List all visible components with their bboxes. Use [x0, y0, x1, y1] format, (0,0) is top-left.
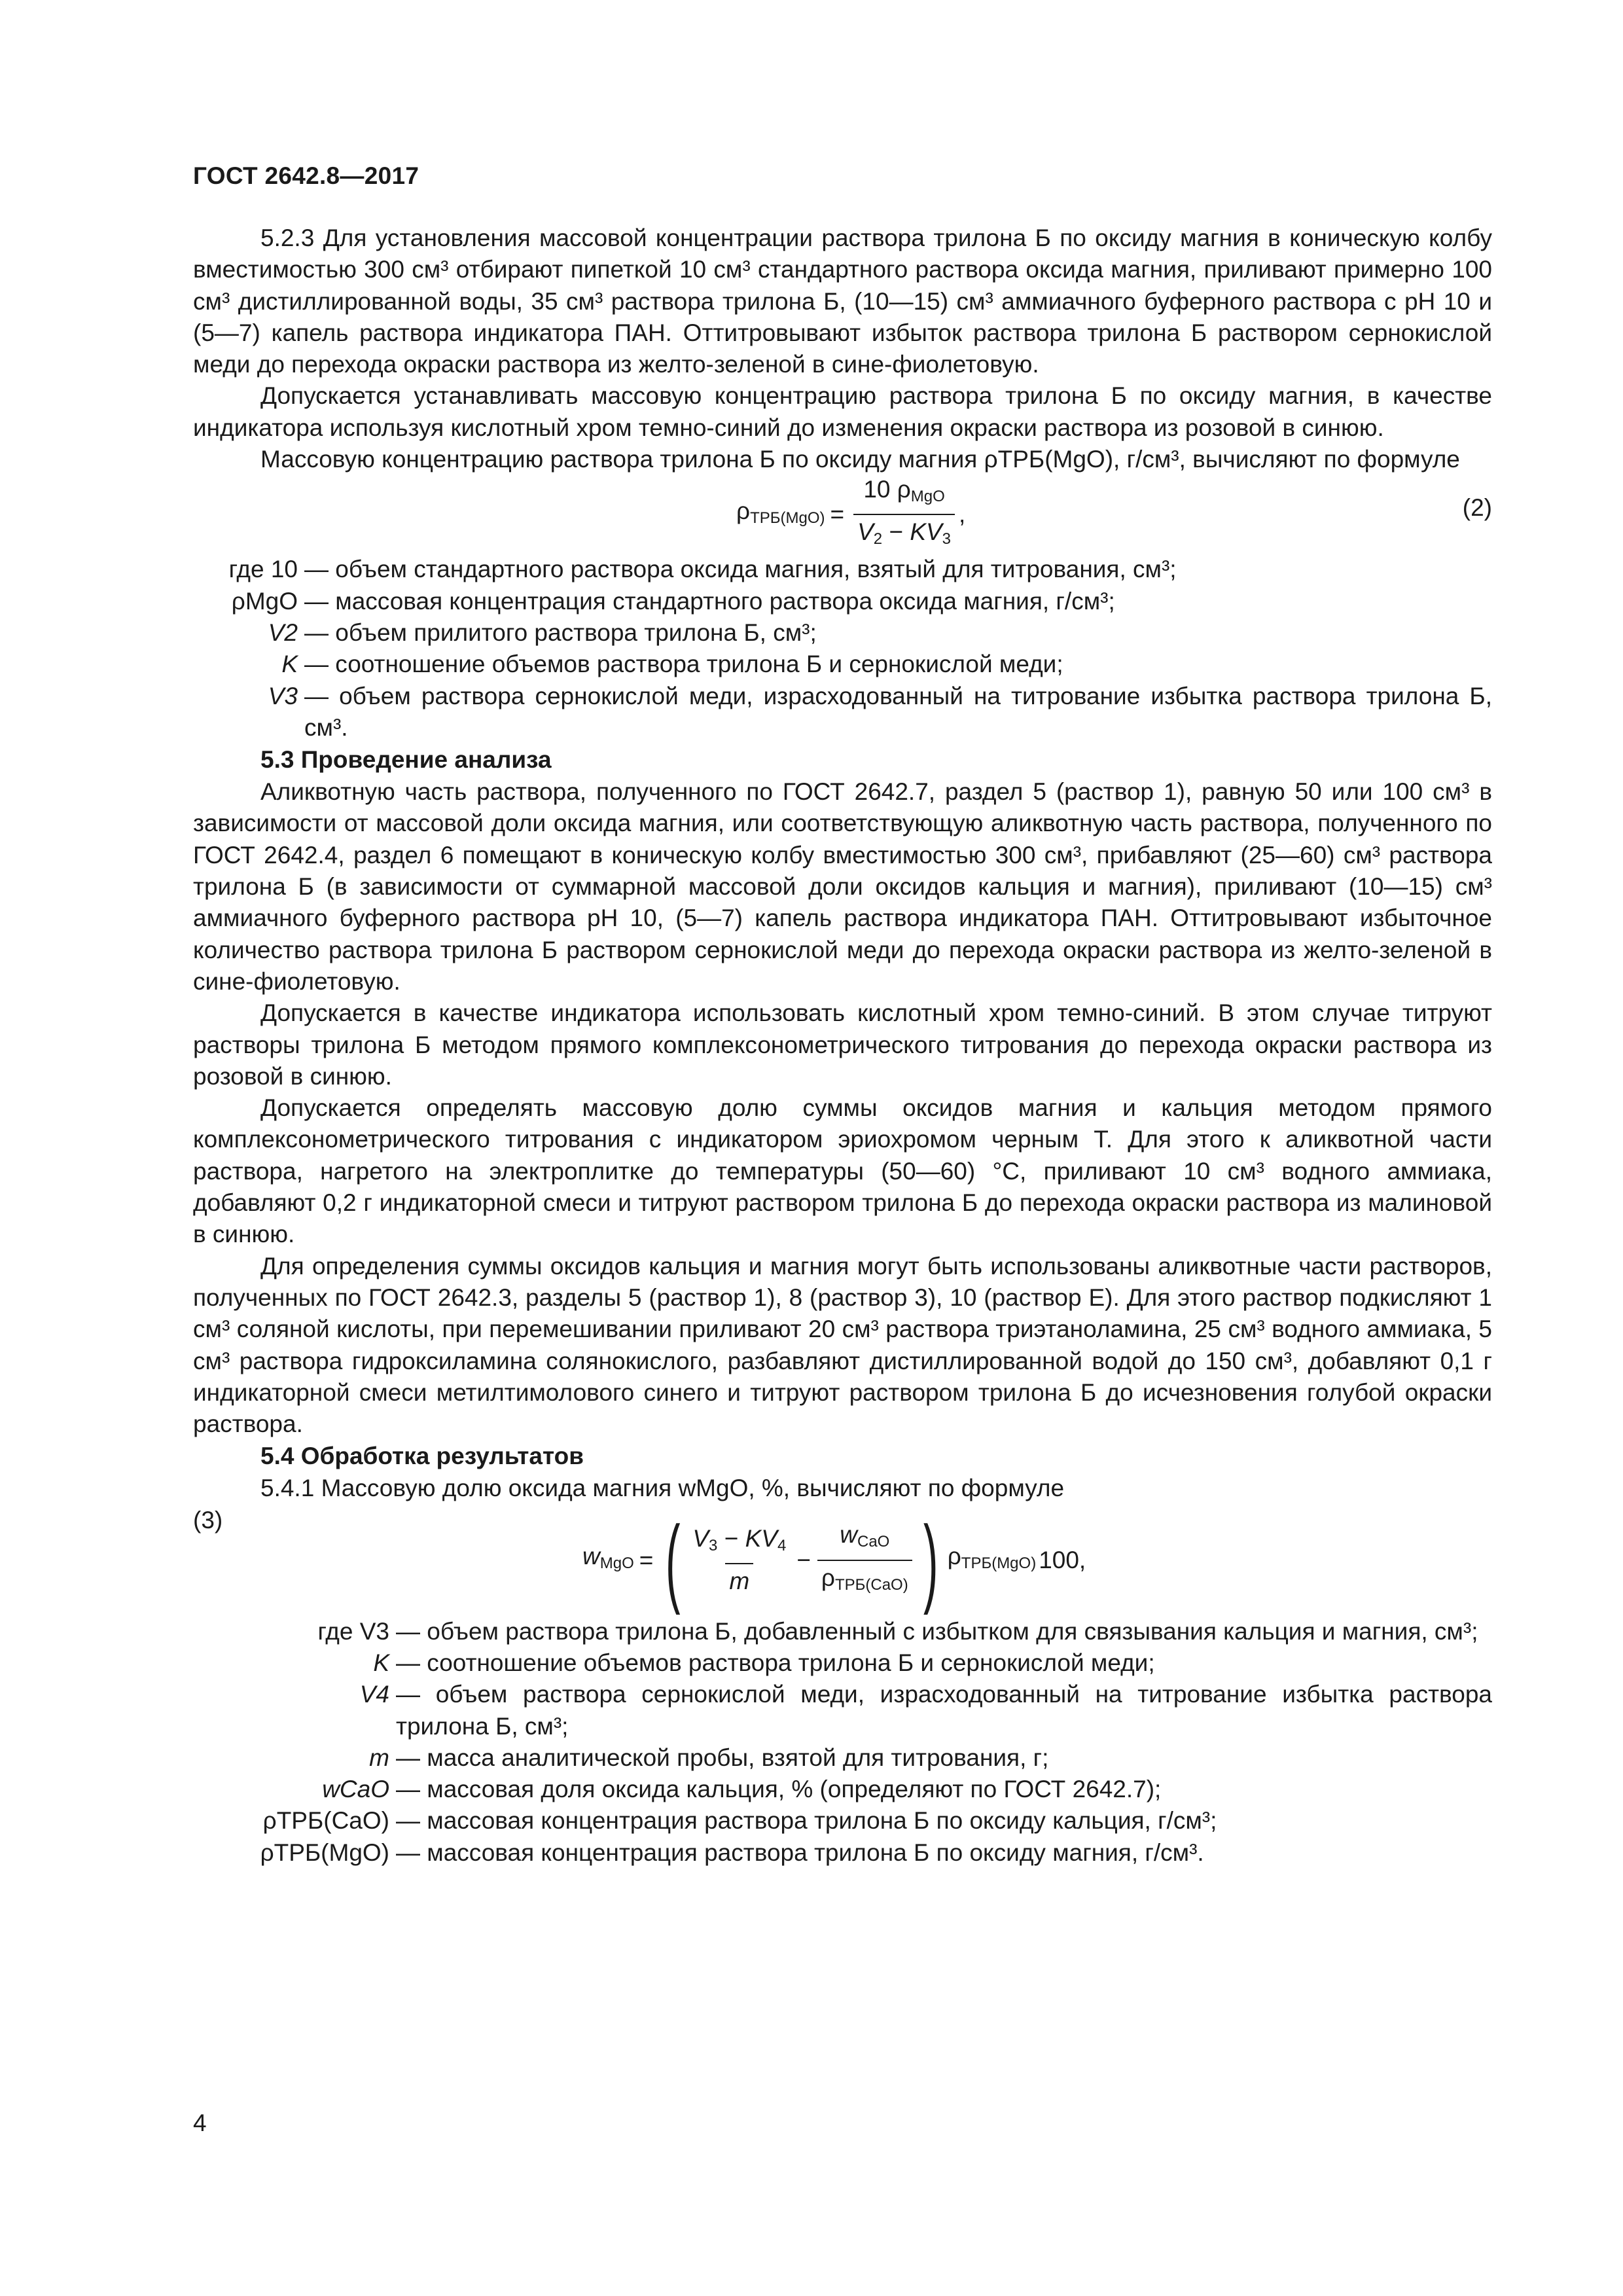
definition-text: объем прилитого раствора трилона Б, см³;	[335, 619, 817, 646]
formula-2-numerator: 10 $\rho_{MgO}$	[863, 476, 945, 506]
definition-item: V2 — объем прилитого раствора трилона Б, см³;	[193, 617, 1492, 649]
formula-2	[193, 475, 1492, 554]
section-heading-5-4: 5.4 Обработка результатов	[260, 1443, 584, 1470]
definition-text: объем раствора сернокислой меди, израсходованный на титрование избытка раствора трилона Б, см³.	[304, 682, 1492, 741]
formula-3	[193, 1505, 1492, 1616]
paragraph-5-3-aliquot-parts: Для определения суммы оксидов кальция и магния могут быть использованы аликвотные части растворов, полученных по ГОСТ 2642.3, разделы 5 (раствор 1), 8 (раствор 3), 10 (раствор Е). Для этого раствор подкисляют 1 см³ соляной кислоты, при перемешивании приливают 20 см³ раствора триэтаноламина, 25 см³ водного аммиака, 5 см³ раствора гидроксиламина солянокислого, разбавляют дистиллированной водой до 150 см³, добавляют 0,1 г индикаторной смеси метилтимолового синего и титруют раствором трилона Б до исчезновения голубой окраски раствора.	[193, 1252, 1492, 1438]
section-heading-5-3: 5.3 Проведение анализа	[260, 746, 552, 774]
formula-3-fraction-2: $\frac{w_{CaO}}{\rho_{ТРБ(CaO)}}$	[817, 1519, 912, 1601]
definition-item: ρMgO — массовая концентрация стандартного раствора оксида магния, г/см³;	[193, 586, 1492, 617]
definition-symbol: ρТРБ(CaO)	[262, 1807, 389, 1835]
definition-symbol: V2	[268, 619, 298, 646]
definition-symbol: V3	[268, 682, 298, 709]
formula-2-number: (2)	[1462, 494, 1492, 522]
definition-item: m — масса аналитической пробы, взятой для титрования, г;	[193, 1742, 1492, 1774]
paragraph-5-3-aliquot: Аликвотную часть раствора, полученного по ГОСТ 2642.7, раздел 5 (раствор 1), равную 50 или 100 см³ в зависимости от массовой доли оксида магния, или соответствующую аликвотную часть раствора, полученного по ГОСТ 2642.4, раздел 6 помещают в коническую колбу вместимостью 300 см³, прибавляют (25—60) см³ раствора трилона Б (в зависимости от суммарной массовой доли оксидов кальция и магния), приливают (10—15) см³ аммиачного буферного раствора рН 10, (5—7) капель раствора индикатора ПАН. Оттитровывают избыточное количество раствора трилона Б раствором сернокислой меди до перехода окраски раствора из желто-зеленой в сине-фиолетовую.	[193, 778, 1492, 995]
definition-symbol: ρMgO	[231, 587, 298, 615]
document-header: ГОСТ 2642.8—2017	[193, 162, 419, 189]
definition-symbol: ρТРБ(MgO)	[260, 1839, 389, 1866]
definitions-formula-3	[193, 1616, 1492, 1869]
formula-3-minus: −	[796, 1546, 811, 1573]
definition-symbol: m	[369, 1744, 389, 1771]
paragraph-5-3-sum-oxides: Допускается определять массовую долю суммы оксидов магния и кальция методом прямого комплексонометрического титрования с индикатором эриохромом черным Т. Для этого к аликвотной части раствора, нагретого на электроплитке до температуры (50—60) °С, приливают 10 см³ водного аммиака, добавляют 0,2 г индикаторной смеси и титруют раствором трилона Б до перехода окраски раствора из малиновой в синюю.	[193, 1094, 1492, 1248]
definition-text: массовая концентрация раствора трилона Б по оксиду кальция, г/см³;	[427, 1807, 1217, 1835]
formula-3-tail: 100,	[1039, 1546, 1086, 1573]
paragraph-5-4-1: 5.4.1 Массовую долю оксида магния wMgO, %, вычисляют по формуле	[260, 1475, 1065, 1502]
paragraph-mass-concentration: Массовую концентрацию раствора трилона Б по оксиду магния ρТРБ(MgO), г/см³, вычисляют по формуле	[260, 446, 1460, 473]
definition-item: wCaO — массовая доля оксида кальция, % (определяют по ГОСТ 2642.7);	[193, 1774, 1492, 1805]
formula-2-eq: =	[830, 501, 845, 528]
formula-2-tail: ,	[959, 501, 966, 528]
definition-item: ρТРБ(CaO) — массовая концентрация раствора трилона Б по оксиду кальция, г/см³;	[193, 1805, 1492, 1837]
formula-3-fraction-1: $\frac{V_3 - KV_4}{m}$	[688, 1523, 790, 1598]
definition-item: ρТРБ(MgO) — массовая концентрация раствора трилона Б по оксиду магния, г/см³.	[193, 1837, 1492, 1869]
definition-item: K — соотношение объемов раствора трилона Б и сернокислой меди;	[193, 649, 1492, 680]
formula-3-lhs: $w_{MgO}$	[582, 1543, 634, 1573]
definition-symbol: wCaO	[322, 1776, 389, 1803]
paragraph-allow-indicator: Допускается устанавливать массовую концентрацию раствора трилона Б по оксиду магния, в качестве индикатора используя кислотный хром темно-синий до изменения окраски раствора из розовой в синюю.	[193, 382, 1492, 441]
definition-text: объем стандартного раствора оксида магния, взятый для титрования, см³;	[335, 556, 1177, 583]
formula-3-eq: =	[639, 1546, 654, 1573]
definition-symbol: где V3	[317, 1617, 389, 1645]
definition-text: объем раствора трилона Б, добавленный с избытком для связывания кальция и магния, см³;	[427, 1617, 1478, 1645]
page-number: 4	[193, 2109, 207, 2136]
definition-text: соотношение объемов раствора трилона Б и сернокислой меди;	[335, 651, 1063, 678]
formula-2-lhs: $\rho_{ТРБ(MgO)}$	[736, 497, 825, 527]
definition-item: где V3 — объем раствора трилона Б, добавленный с избытком для связывания кальция и магния, см³;	[193, 1616, 1492, 1647]
definition-item: V4 — объем раствора сернокислой меди, израсходованный на титрование избытка раствора трилона Б, см³;	[193, 1679, 1492, 1742]
formula-2-fraction	[853, 474, 955, 556]
definition-text: массовая доля оксида кальция, % (определяют по ГОСТ 2642.7);	[427, 1776, 1162, 1803]
formula-2-body	[736, 475, 965, 554]
definition-text: соотношение объемов раствора трилона Б и сернокислой меди;	[427, 1649, 1155, 1676]
formula-3-number: (3)	[193, 1506, 223, 1534]
definition-text: масса аналитической пробы, взятой для титрования, г;	[427, 1744, 1049, 1771]
definition-symbol: где 10	[228, 556, 298, 583]
definitions-formula-2	[193, 554, 1492, 744]
paragraph-5-2-3: 5.2.3 Для установления массовой концентрации раствора трилона Б по оксиду магния в коническую колбу вместимостью 300 см³ отбирают пипеткой 10 см³ стандартного раствора оксида магния, приливают примерно 100 см³ дистиллированной воды, 35 см³ раствора трилона Б, (10—15) см³ аммиачного буферного раствора с рН 10 и (5—7) капель раствора индикатора ПАН. Оттитровывают избыток раствора трилона Б раствором сернокислой меди до перехода окраски раствора из желто-зеленой в сине-фиолетовую.	[193, 224, 1492, 378]
formula-3-rho: $\rho_{ТРБ(MgO)}$	[947, 1543, 1037, 1573]
definition-text: массовая концентрация стандартного раствора оксида магния, г/см³;	[335, 587, 1115, 615]
definition-symbol: K	[373, 1649, 389, 1676]
formula-3-right-paren: )	[923, 1505, 938, 1615]
definition-text: массовая концентрация раствора трилона Б по оксиду магния, г/см³.	[427, 1839, 1204, 1866]
formula-3-body	[582, 1505, 1086, 1615]
definition-symbol: K	[281, 651, 298, 678]
formula-3-left-paren: (	[666, 1505, 681, 1615]
definition-symbol: V4	[359, 1681, 389, 1708]
definition-item: где 10 — объем стандартного раствора оксида магния, взятый для титрования, см³;	[193, 554, 1492, 585]
definition-item: K — соотношение объемов раствора трилона Б и сернокислой меди;	[193, 1647, 1492, 1679]
document-body	[193, 223, 1492, 1869]
definition-item: V3 — объем раствора сернокислой меди, израсходованный на титрование избытка раствора трилона Б, см³.	[193, 681, 1492, 744]
definition-text: объем раствора сернокислой меди, израсходованный на титрование избытка раствора трилона Б, см³;	[396, 1681, 1492, 1740]
paragraph-5-3-indicator: Допускается в качестве индикатора использовать кислотный хром темно-синий. В этом случае титруют растворы трилона Б методом прямого комплексонометрического титрования до перехода окраски раствора из розовой в синюю.	[193, 999, 1492, 1090]
formula-2-denominator: $V_2 - KV_3$	[853, 514, 955, 555]
